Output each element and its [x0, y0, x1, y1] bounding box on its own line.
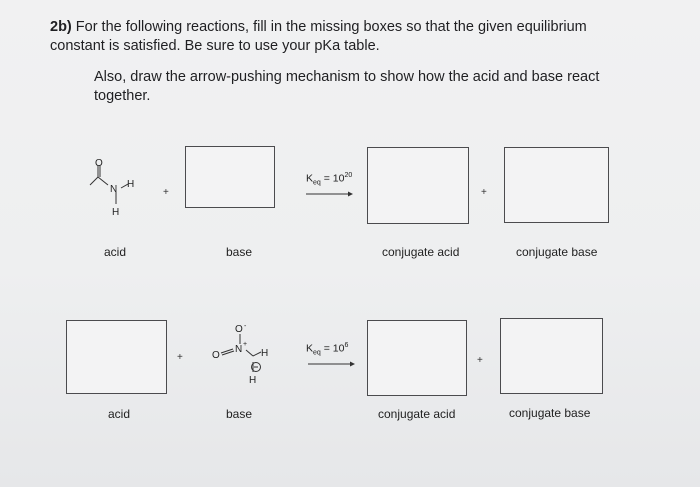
- base-answer-box-1[interactable]: [185, 146, 275, 208]
- plus-sign: +: [481, 187, 487, 198]
- conjugate-acid-label-2: conjugate acid: [378, 407, 456, 421]
- base-label-2: base: [226, 407, 253, 421]
- nitroamine-structure: [203, 320, 278, 390]
- reaction-arrow-2: [308, 360, 356, 368]
- acid-answer-box-2[interactable]: [66, 320, 167, 394]
- amide-hydrogen-1: H: [127, 179, 135, 190]
- conjugate-base-label-1: conjugate base: [516, 245, 598, 259]
- question-number: 2b): [50, 19, 72, 35]
- nitro-nitrogen: N: [235, 344, 243, 355]
- plus-sign: +: [177, 352, 183, 363]
- reaction-arrow-1: [306, 190, 354, 198]
- plus-sign: +: [163, 187, 169, 198]
- question-line-4: together.: [94, 88, 151, 104]
- equilibrium-constant-1: $K_{eq} = 10^{20}$: [306, 172, 353, 187]
- positive-charge: +: [243, 341, 248, 348]
- question-text-1: For the following reactions, fill in the missing boxes so that the given equilibrium: [75, 19, 587, 35]
- conjugate-acid-box-2[interactable]: [367, 320, 467, 396]
- conjugate-acid-label-1: conjugate acid: [382, 245, 460, 259]
- nitro-oxygen-top: O: [235, 324, 243, 335]
- acid-label-2: acid: [108, 407, 131, 421]
- amide-nitrogen: N: [110, 184, 118, 195]
- question-line-2: constant is satisfied. Be sure to use your pKa table.: [50, 38, 380, 54]
- plus-sign: +: [477, 355, 483, 366]
- amide-hydrogen-2: H: [112, 207, 120, 218]
- base-label-1: base: [226, 245, 253, 259]
- equilibrium-constant-2: $K_{eq} = 10^6$: [306, 342, 349, 357]
- acid-label-1: acid: [104, 245, 127, 259]
- carbonyl-oxygen: O: [95, 158, 103, 169]
- acetamide-structure: [80, 158, 150, 228]
- amine-hydrogen-1: H: [261, 348, 269, 359]
- conjugate-base-label-2: conjugate base: [509, 406, 591, 420]
- question-line-3: Also, draw the arrow-pushing mechanism to show how the acid and base react: [94, 69, 600, 85]
- nitro-oxygen-left: O: [212, 350, 220, 361]
- negative-charge: -: [244, 323, 247, 330]
- conjugate-base-box-1[interactable]: [504, 147, 609, 223]
- conjugate-base-box-2[interactable]: [500, 318, 603, 394]
- question-line-1: [50, 18, 587, 36]
- amine-hydrogen-2: H: [249, 375, 257, 386]
- conjugate-acid-box-1[interactable]: [367, 147, 469, 224]
